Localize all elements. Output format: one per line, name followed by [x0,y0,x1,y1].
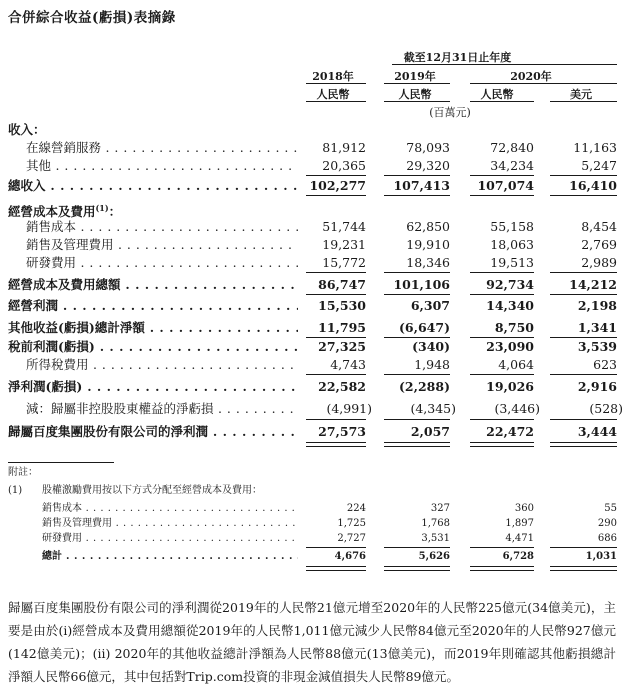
value-2018: 27,573 [318,424,366,439]
value-2020-usd: 2,198 [577,298,617,313]
footnote-text: 股權激勵費用按以下方式分配至經營成本及費用： [42,485,262,496]
period-header: 截至12月31日止年度 [403,51,512,64]
currency-underline [306,101,366,102]
value-2019: 3,531 [421,533,450,544]
value-2020-rmb: 19,026 [486,379,534,394]
row-costs-heading [0,199,623,220]
value-2019: 1,948 [414,357,450,372]
value-2019: 6,307 [410,298,450,313]
value-2020-rmb: 4,064 [498,357,534,372]
value-2020-rmb: 55,158 [490,219,534,234]
currency-header: 人民幣 [398,88,432,101]
table-row [0,423,623,441]
footnote-row [0,531,623,546]
row-label: 在線營銷服務 . . . [26,139,298,157]
value-2020-rmb: 4,471 [505,533,534,544]
row-label: 總計 . . . [42,549,298,564]
value-2020-usd: 8,454 [581,219,617,234]
value-2020-usd: 1,341 [577,320,617,335]
footnote-row [0,516,623,531]
table-row [0,177,623,195]
value-2018: 20,365 [322,158,366,173]
row-label: 收入： [8,122,46,137]
value-2018: 1,725 [337,518,366,529]
value-2020-usd: 14,212 [569,277,617,292]
currency-underline [470,101,534,102]
year-underline [470,83,617,84]
value-2020-rmb: 92,734 [486,277,534,292]
row-label: 經營成本及費用$^{(1)}$： [8,203,122,220]
value-2020-rmb: 22,472 [486,424,534,439]
year-underline [306,83,366,84]
value-2019: 78,093 [406,140,450,155]
table-row [0,400,623,418]
table-row [0,254,623,272]
value-2018: 19,231 [322,237,366,252]
value-2020-usd: 2,916 [577,379,617,394]
currency-underline [384,101,450,102]
row-label: 所得稅費用 . . . [26,356,298,374]
value-2020-usd: (528) [589,401,623,416]
value-2018: 51,744 [322,219,366,234]
value-2020-rmb: 107,074 [477,178,534,193]
value-2020-usd: 11,163 [573,140,617,155]
value-2020-usd: 1,031 [585,551,617,562]
value-2019: 101,106 [393,277,450,292]
value-2019: 19,910 [406,237,450,252]
value-2020-usd: 2,769 [581,237,617,252]
table-row [0,319,623,337]
value-2019: 18,346 [406,255,450,270]
row-label: 經營成本及費用總額 . . . [8,276,298,294]
row-label: 銷售成本 . . . [42,501,298,516]
table-row [0,139,623,157]
row-label: 銷售及管理費用 . . . [42,516,298,531]
value-2020-rmb: (3,446) [494,401,540,416]
value-2018: 86,747 [318,277,366,292]
period-underline [392,64,617,65]
row-label: 歸屬百度集團股份有限公司的淨利潤 . . . [8,423,298,441]
row-label: 總收入 . . . [8,177,298,195]
row-label: 銷售及管理費用 . . . [26,236,298,254]
value-2020-usd: 16,410 [569,178,617,193]
explanatory-paragraph: 歸屬百度集團股份有限公司的淨利潤從2019年的人民幣21億元增至2020年的人民幣225億元(34億美元)，主要是由於(i)經營成本及費用總額從2019年的人民幣1,011億元減少人民幣84億元至2020年的人民幣927億元(142億美元)；(ii) 2020年的其他收益總計淨額為人民幣88億元(13億美元)，而2019年則確認其他虧損總計淨額人民幣66億元，其中包括對Trip.com投資的非現金減值損失人民幣89億元。 [8,600,616,684]
value-2019: 107,413 [393,178,450,193]
value-2020-usd: 5,247 [581,158,617,173]
value-2020-rmb: 23,090 [486,339,534,354]
year-underline [384,83,450,84]
table-row [0,378,623,396]
value-2020-usd: 686 [597,533,617,544]
year-2020: 2020年 [510,70,552,83]
footnote-row [0,501,623,516]
table-row [0,276,623,294]
value-2018: 81,912 [322,140,366,155]
table-row [0,157,623,175]
value-2020-rmb: 14,340 [486,298,534,313]
row-label: 研發費用 . . . [42,531,298,546]
value-2018: 4,743 [330,357,366,372]
currency-underline [550,101,617,102]
table-row [0,218,623,236]
value-2020-rmb: 360 [514,503,534,514]
footnote-divider [8,462,114,463]
value-2020-rmb: 18,063 [490,237,534,252]
value-2019: 62,850 [406,219,450,234]
value-2020-rmb: 72,840 [490,140,534,155]
year-2019: 2019年 [394,70,436,83]
value-2019: 1,768 [421,518,450,529]
value-2018: (4,991) [326,401,372,416]
value-2020-usd: 2,989 [581,255,617,270]
row-label: 其他 . . . [26,157,298,175]
value-2018: 102,277 [309,178,366,193]
value-2019: (2,288) [399,379,450,394]
table-row [0,236,623,254]
row-label: 銷售成本 . . . [26,218,298,236]
value-2020-usd: 55 [604,503,617,514]
value-2018: 27,325 [318,339,366,354]
unit-header: (百萬元) [429,106,471,119]
value-2018: 15,772 [322,255,366,270]
value-2019: 2,057 [410,424,450,439]
row-label: 其他收益(虧損)總計淨額 . . . [8,319,298,337]
value-2018: 22,582 [318,379,366,394]
row-label: 淨利潤(虧損) . . . [8,378,298,396]
value-2019: 29,320 [406,158,450,173]
value-2018: 11,795 [318,320,366,335]
statement-title: 合併綜合收益(虧損)表摘錄 [8,10,176,26]
footnote-heading: 附註： [8,467,38,478]
currency-header: 人民幣 [480,88,514,101]
row-revenue-heading [0,121,623,139]
value-2018: 4,676 [334,551,366,562]
row-label: 研發費用 . . . [26,254,298,272]
value-2020-rmb: 8,750 [494,320,534,335]
footnote-row [0,549,623,564]
value-2020-rmb: 34,234 [490,158,534,173]
value-2019: (6,647) [399,320,450,335]
table-row [0,356,623,374]
value-2020-rmb: 6,728 [502,551,534,562]
value-2020-rmb: 1,897 [505,518,534,529]
value-2019: 5,626 [418,551,450,562]
value-2019: 327 [430,503,450,514]
value-2019: (340) [412,339,450,354]
value-2018: 15,530 [318,298,366,313]
footnote-marker: (1) [8,485,23,496]
row-label: 減：歸屬非控股股東權益的淨虧損 . . . [26,400,298,418]
value-2020-rmb: 19,513 [490,255,534,270]
value-2019: (4,345) [410,401,456,416]
currency-header: 美元 [570,88,592,101]
value-2020-usd: 623 [593,357,617,372]
row-label: 經營利潤 . . . [8,297,298,315]
value-2018: 224 [346,503,366,514]
value-2020-usd: 3,539 [577,339,617,354]
value-2018: 2,727 [337,533,366,544]
year-2018: 2018年 [312,70,354,83]
table-row [0,338,623,356]
table-row [0,297,623,315]
row-label: 稅前利潤(虧損) . . . [8,338,298,356]
currency-header: 人民幣 [316,88,350,101]
value-2020-usd: 3,444 [577,424,617,439]
value-2020-usd: 290 [597,518,617,529]
